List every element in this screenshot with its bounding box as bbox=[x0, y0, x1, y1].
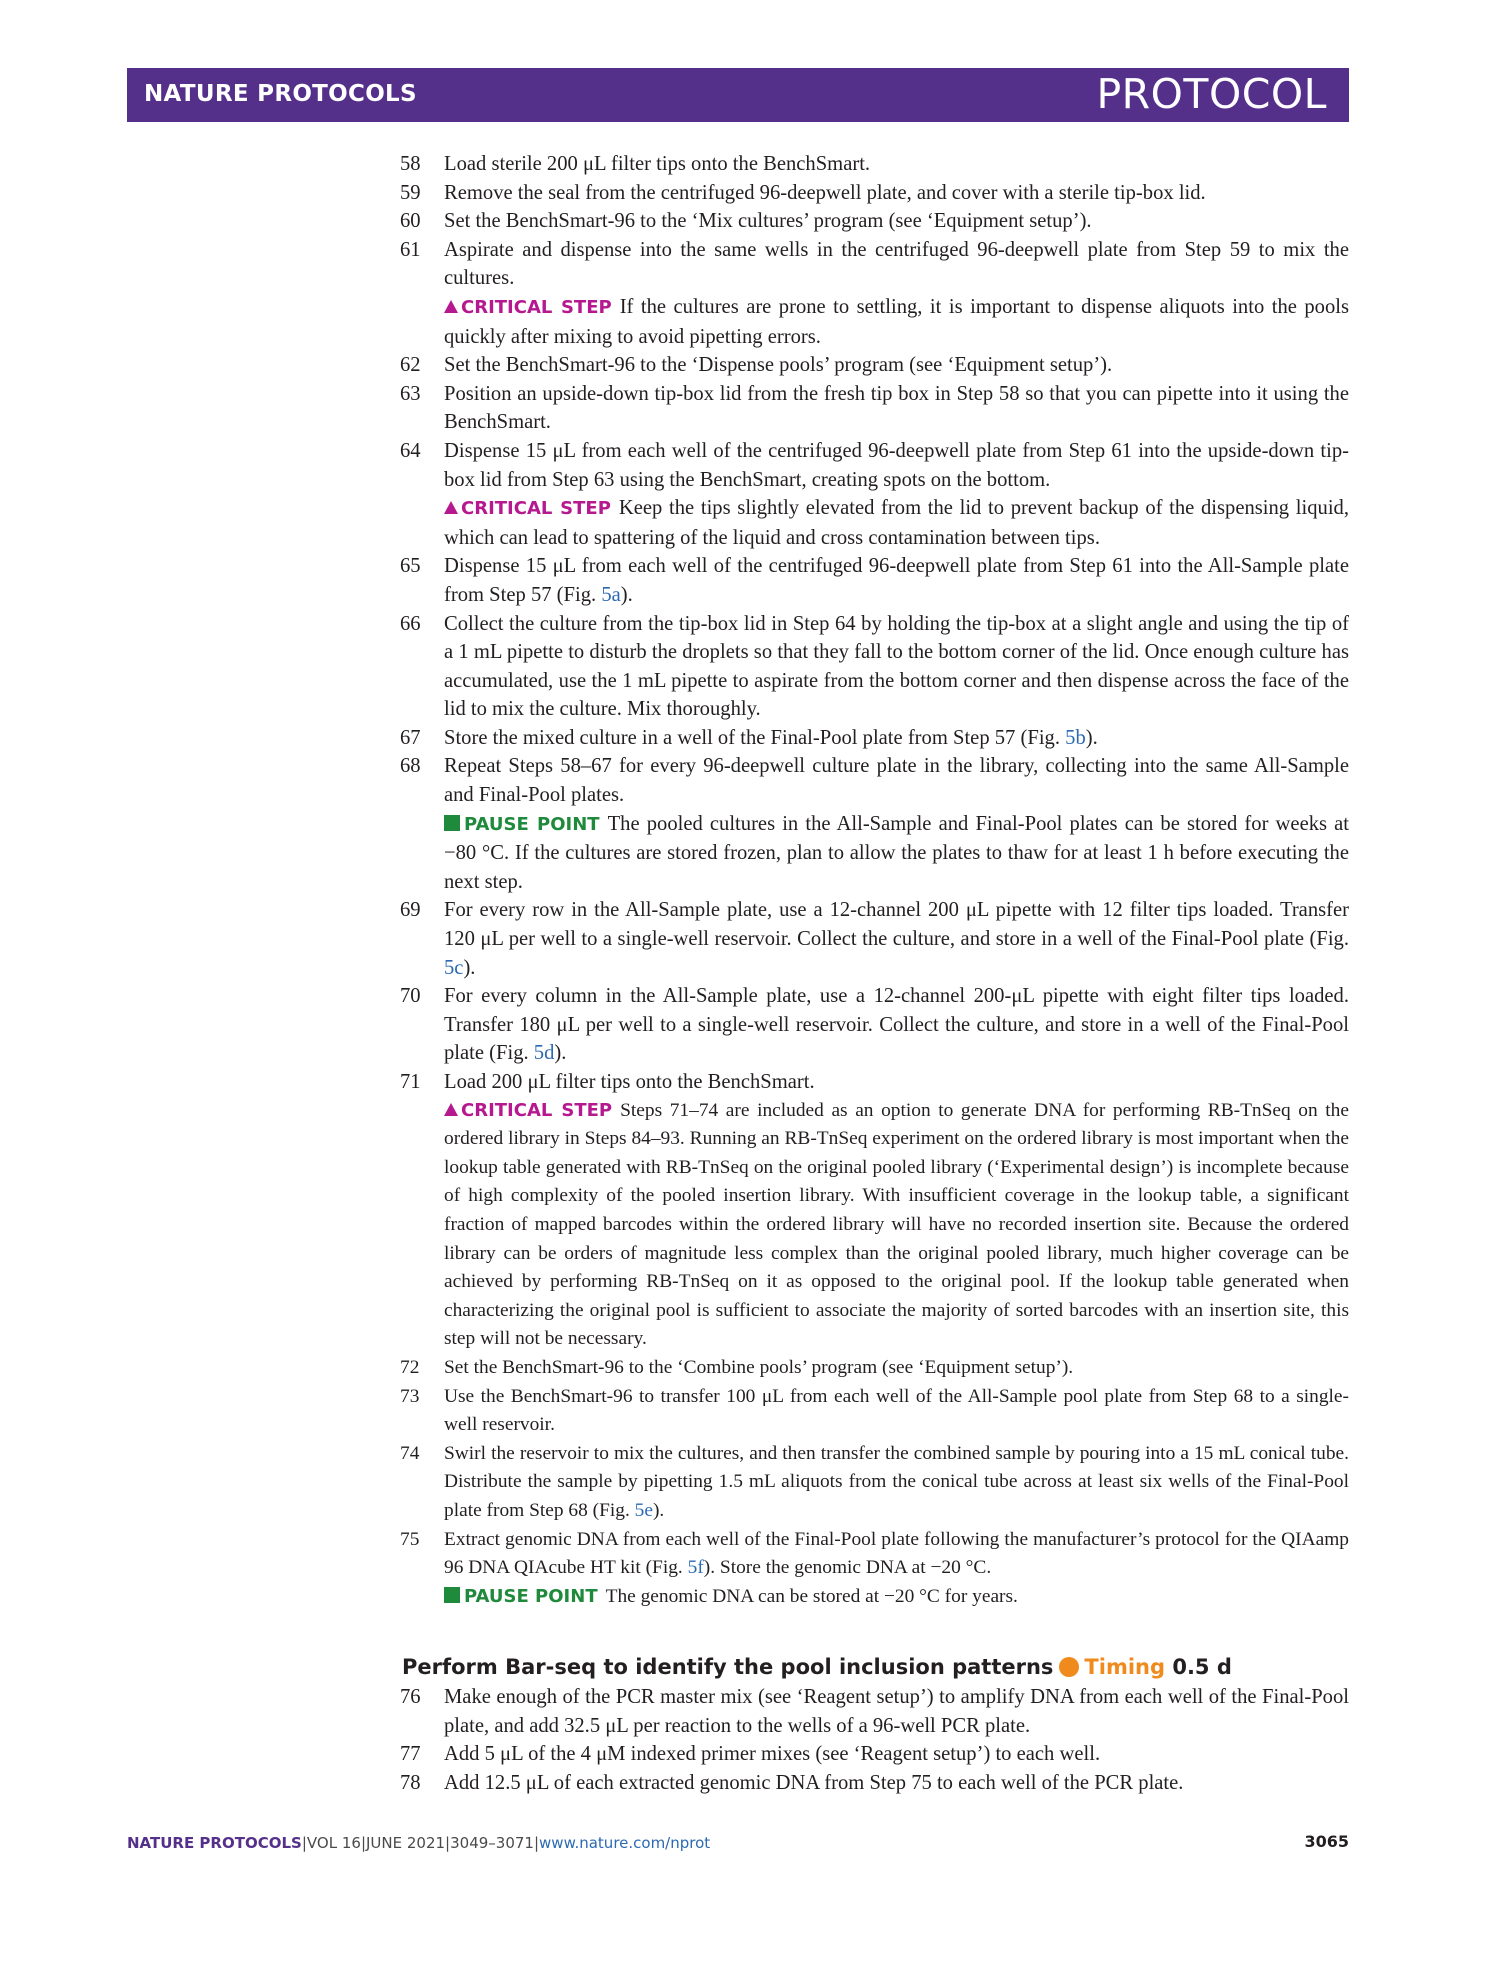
procedure-steps bbox=[396, 150, 1349, 1611]
step-65: 65 Dispense 15 μL from each well of the centrifuged 96-deepwell plate from Step 61 into the All-Sample plate from Step 57 (Fig. 5a). bbox=[400, 555, 1349, 606]
figure-link[interactable]: 5a bbox=[601, 583, 621, 606]
step-63: 63 Position an upside-down tip-box lid from the fresh tip box in Step 58 so that you can pipette into it using the BenchSmart. bbox=[400, 382, 1349, 434]
triangle-icon bbox=[444, 1103, 458, 1116]
figure-link[interactable]: 5b bbox=[1065, 726, 1086, 749]
timing-dot-icon bbox=[1059, 1657, 1079, 1677]
step-66: 66 Collect the culture from the tip-box lid in Step 64 by holding the tip-box at a slight angle and using the tip of a 1 mL pipette to disturb the droplets so that they fall to the bottom corner of the lid. Once enough culture has accumulated, use the 1 mL pipette to aspirate from the bottom corner and then dispense across the face of the lid to mix the culture. Mix thoroughly. bbox=[400, 612, 1349, 721]
figure-link[interactable]: 5c bbox=[444, 956, 464, 979]
step-67: 67 Store the mixed culture in a well of the Final-Pool plate from Step 57 (Fig. 5b). bbox=[400, 726, 1098, 749]
square-icon bbox=[444, 1587, 460, 1603]
critical-step-note: CRITICAL STEP If the cultures are prone to settling, it is important to dispense aliquots into the pools quickly after mixing to avoid pipetting errors. bbox=[444, 295, 1349, 348]
journal-title: NATURE PROTOCOLS bbox=[144, 81, 417, 107]
square-icon bbox=[444, 815, 460, 831]
step-68: 68 Repeat Steps 58–67 for every 96-deepwell culture plate in the library, collecting into the same All-Sample and Final-Pool plates. PAUSE POINT The pooled cultures in the All-Sample and Final-Pool plates can be stored for weeks at −80 °C. If the cultures are stored frozen, plan to allow the plates to thaw for at least 1 h before executing the next step. bbox=[396, 752, 1349, 896]
critical-step-note: CRITICAL STEP Steps 71–74 are included as an option to generate DNA for performing RB-TnSeq on the ordered library in Steps 84–93. Running an RB-TnSeq experiment on the ordered library is most important when the lookup table generated with RB-TnSeq on the original pooled library (‘Experimental design’) is incomplete because of high complexity of the pooled insertion library. With insufficient coverage in the lookup table, a significant fraction of mapped barcodes within the ordered library will have no recorded insertion site. Because the ordered library can be orders of magnitude less complex than the original pooled library, much higher coverage can be achieved by performing RB-TnSeq on it as opposed to the original pool. If the lookup table generated when characterizing the original pool is sufficient to associate the majority of sorted barcodes with an insertion site, this step will not be necessary. bbox=[444, 1099, 1349, 1350]
step-62: 62 Set the BenchSmart-96 to the ‘Dispense pools’ program (see ‘Equipment setup’). bbox=[400, 354, 1113, 377]
step-73: 73 Use the BenchSmart-96 to transfer 100 μL from each well of the All-Sample pool plate from Step 68 to a single-well reservoir. bbox=[400, 1385, 1349, 1436]
page-number: 3065 bbox=[1304, 1832, 1349, 1851]
figure-link[interactable]: 5e bbox=[634, 1499, 653, 1521]
step-64: 64 Dispense 15 μL from each well of the centrifuged 96-deepwell plate from Step 61 into the upside-down tip-box lid from Step 63 using the BenchSmart, creating spots on the bottom. CRITICAL STEP Keep the tips slightly elevated from the lid to prevent backup of the dispensing liquid, which can lead to spattering of the liquid and cross contamination between tips. bbox=[396, 437, 1349, 552]
step-69: 69 For every row in the All-Sample plate, use a 12-channel 200 μL pipette with 12 filter tips loaded. Transfer 120 μL per well to a single-well reservoir. Collect the culture, and store in a well of the Final-Pool plate (Fig. 5c). bbox=[400, 899, 1349, 979]
step-58: 58 Load sterile 200 μL filter tips onto the BenchSmart. bbox=[400, 153, 871, 175]
header-bar bbox=[127, 68, 1349, 122]
figure-link[interactable]: 5d bbox=[533, 1042, 555, 1065]
triangle-icon bbox=[444, 501, 458, 514]
pause-point-note: PAUSE POINT The pooled cultures in the All-Sample and Final-Pool plates can be stored for weeks at −80 °C. If the cultures are stored frozen, plan to allow the plates to thaw for at least 1 h before executing the next step. bbox=[444, 812, 1350, 893]
step-59: 59 Remove the seal from the centrifuged 96-deepwell plate, and cover with a sterile tip-box lid. bbox=[400, 181, 1206, 204]
section-heading: Perform Bar-seq to identify the pool inclusion patterns Timing 0.5 d bbox=[402, 1655, 1232, 1679]
step-60: 60 Set the BenchSmart-96 to the ‘Mix cultures’ program (see ‘Equipment setup’). bbox=[400, 210, 1092, 233]
footer: NATURE PROTOCOLS|VOL 16|JUNE 2021|3049–3071|www.nature.com/nprot bbox=[127, 1834, 711, 1852]
step-78: 78 Add 12.5 μL of each extracted genomic DNA from Step 75 to each well of the PCR plate. bbox=[400, 1771, 1184, 1794]
step-61: 61 Aspirate and dispense into the same wells in the centrifuged 96-deepwell plate from Step 59 to mix the cultures. CRITICAL STEP If the cultures are prone to settling, it is important to dispense aliquots into the pools quickly after mixing to avoid pipetting errors. bbox=[396, 236, 1349, 351]
step-76: 76 Make enough of the PCR master mix (see ‘Reagent setup’) to amplify DNA from each well of the Final-Pool plate, and add 32.5 μL per reaction to the wells of a 96-well PCR plate. bbox=[400, 1686, 1349, 1737]
article-type: PROTOCOL bbox=[1096, 70, 1327, 118]
figure-link[interactable]: 5f bbox=[687, 1557, 704, 1579]
step-77: 77 Add 5 μL of the 4 μM indexed primer mixes (see ‘Reagent setup’) to each well. bbox=[400, 1743, 1101, 1766]
pause-point-note: PAUSE POINT The genomic DNA can be stored at −20 °C for years. bbox=[444, 1583, 1349, 1612]
step-71: 71 Load 200 μL filter tips onto the BenchSmart. CRITICAL STEP Steps 71–74 are included as an option to generate DNA for performing RB-TnSeq on the ordered library in Steps 84–93. Running an RB-TnSeq experiment on the ordered library is most important when the lookup table generated with RB-TnSeq on the original pooled library (‘Experimental design’) is incomplete because of high complexity of the pooled insertion library. With insufficient coverage in the lookup table, a significant fraction of mapped barcodes within the ordered library will have no recorded insertion site. Because the ordered library can be orders of magnitude less complex than the original pooled library, much higher coverage can be achieved by performing RB-TnSeq on it as opposed to the original pool. If the lookup table generated when characterizing the original pool is sufficient to associate the majority of sorted barcodes with an insertion site, this step will not be necessary. bbox=[396, 1068, 1349, 1354]
procedure-steps-bar-seq bbox=[396, 1683, 1349, 1797]
journal-url-link[interactable]: www.nature.com/nprot bbox=[539, 1834, 711, 1852]
step-74: 74 Swirl the reservoir to mix the cultures, and then transfer the combined sample by pouring into a 15 mL conical tube. Distribute the sample by pipetting 1.5 mL aliquots from the conical tube across at least six wells of the Final-Pool plate from Step 68 (Fig. 5e). bbox=[400, 1442, 1349, 1521]
critical-step-note: CRITICAL STEP Keep the tips slightly elevated from the lid to prevent backup of the dispensing liquid, which can lead to spattering of the liquid and cross contamination between tips. bbox=[444, 497, 1349, 549]
triangle-icon bbox=[444, 300, 458, 313]
step-72: 72 Set the BenchSmart-96 to the ‘Combine pools’ program (see ‘Equipment setup’). bbox=[400, 1356, 1074, 1378]
step-70: 70 For every column in the All-Sample plate, use a 12-channel 200-μL pipette with eight filter tips loaded. Transfer 180 μL per well to a single-well reservoir. Collect the culture, and store in a well of the Final-Pool plate (Fig. 5d). bbox=[400, 985, 1349, 1065]
step-75: 75 Extract genomic DNA from each well of the Final-Pool plate following the manufacturer’s protocol for the QIAamp 96 DNA QIAcube HT kit (Fig. 5f). Store the genomic DNA at −20 °C. PAUSE POINT The genomic DNA can be stored at −20 °C for years. bbox=[396, 1526, 1349, 1612]
